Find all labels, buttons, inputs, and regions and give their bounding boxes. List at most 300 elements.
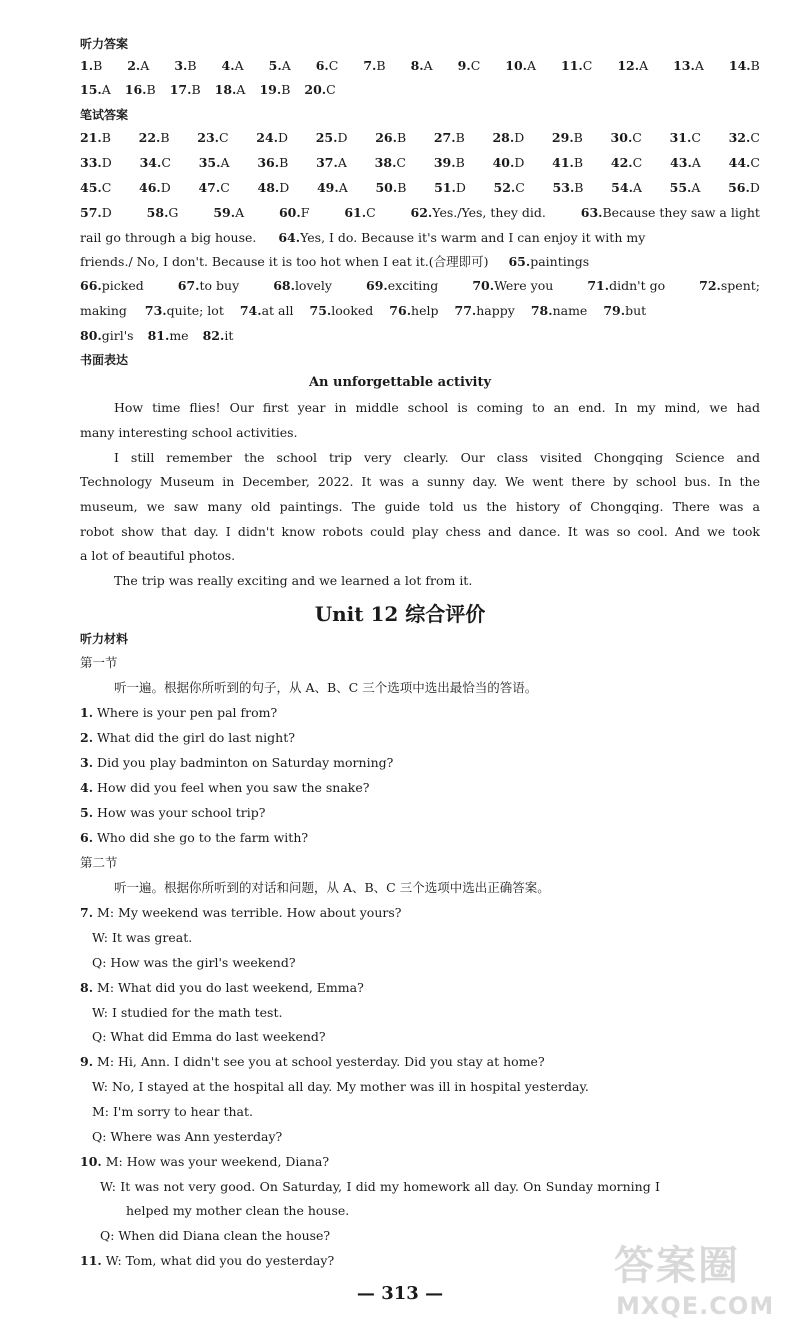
answer-number: 21. <box>80 130 102 145</box>
answer-value: Were you <box>494 278 554 293</box>
question-1 <box>80 705 760 721</box>
answer-item <box>148 328 189 344</box>
answer-item <box>240 303 294 319</box>
question-2 <box>80 730 760 746</box>
answer-value: C <box>582 58 593 73</box>
answer-item <box>493 155 525 171</box>
written-answers-line-5 <box>80 230 760 246</box>
answer-item <box>375 155 406 171</box>
dialogue-10-line-1 <box>80 1154 760 1170</box>
dialogue-number: 7. <box>80 905 94 920</box>
answer-value: A <box>639 58 649 73</box>
dialogue-text: W: Tom, what did you do yesterday? <box>105 1253 335 1268</box>
answer-item <box>411 205 546 221</box>
answer-value: D <box>101 155 112 170</box>
answer-item <box>729 130 760 146</box>
answer-item <box>552 130 583 146</box>
answer-item <box>80 130 111 146</box>
answer-number: 13. <box>673 58 695 73</box>
answer-number: 34. <box>139 155 162 170</box>
answer-value: B <box>396 130 407 145</box>
answer-value: B <box>160 130 170 145</box>
answer-number: 55. <box>669 180 692 195</box>
answer-number: 28. <box>492 130 515 145</box>
question-text: How was your school trip? <box>97 805 266 820</box>
written-answers-line-7 <box>80 278 760 294</box>
answer-item <box>728 180 760 196</box>
answer-item <box>139 130 170 146</box>
answer-item <box>145 303 224 319</box>
answer-number: 46. <box>139 180 161 195</box>
answer-item <box>729 155 760 171</box>
answer-item <box>259 82 290 98</box>
answer-item <box>611 155 642 171</box>
answer-value: lovely <box>294 278 332 293</box>
written-answers-line-1 <box>80 130 760 146</box>
answer-item <box>222 58 244 74</box>
answer-number: 41. <box>552 155 574 170</box>
answer-number: 20. <box>304 82 327 97</box>
section-2-instruction: 听一遍。根据你所听到的对话和问题，从 A、B、C 三个选项中选出正确答案。 <box>114 880 550 895</box>
answer-number: 32. <box>728 130 751 145</box>
answer-number: 59. <box>213 205 236 220</box>
page-number-dash-left: — <box>356 1283 375 1304</box>
answer-value: B <box>187 58 197 73</box>
answer-number: 4. <box>221 58 235 73</box>
answer-value: me <box>169 328 189 343</box>
answer-value: D <box>160 180 171 195</box>
answer-number: 16. <box>124 82 147 97</box>
answer-number: 22. <box>138 130 161 145</box>
answer-value: C <box>161 155 171 170</box>
answer-number: 63. <box>580 205 603 220</box>
answer-number: 10. <box>505 58 528 73</box>
answer-number: 35. <box>198 155 221 170</box>
answer-value: B <box>455 155 465 170</box>
dialogue-text: M: How was your weekend, Diana? <box>105 1154 330 1169</box>
listening-answers-line-1 <box>80 58 760 74</box>
essay-line-1: How time flies! Our first year in middle school is coming to an end. In my mind, we had <box>114 400 760 415</box>
answer-item <box>203 328 234 344</box>
answer-value: D <box>101 205 112 220</box>
answer-value: A <box>338 180 348 195</box>
answer-item <box>316 130 348 146</box>
answer-number: 74. <box>239 303 262 318</box>
answer-value: C <box>366 205 376 220</box>
answer-value: D <box>337 130 348 145</box>
answer-number: 52. <box>493 180 516 195</box>
answer-number: 51. <box>434 180 456 195</box>
answer-value: name <box>552 303 588 318</box>
answer-number: 2. <box>127 58 141 73</box>
answer-value: to buy <box>199 278 240 293</box>
answer-item <box>729 58 760 74</box>
dialogue-10-line-4: Q: When did Diana clean the house? <box>100 1228 331 1243</box>
listening-material-heading: 听力材料 <box>80 632 129 646</box>
answer-number: 81. <box>147 328 170 343</box>
answer-item <box>587 278 665 294</box>
dialogue-10-line-3: helped my mother clean the house. <box>126 1203 350 1218</box>
essay-line-7: a lot of beautiful photos. <box>80 548 236 563</box>
dialogue-7-line-1 <box>80 905 760 921</box>
answer-item <box>670 180 701 196</box>
answer-value: C <box>326 82 336 97</box>
answer-number: 40. <box>492 155 515 170</box>
written-answers-line-6-text: friends./ No, I don't. Because it is too hot when I eat it.(合理即可) <box>80 254 489 269</box>
answer-value: it <box>224 328 234 343</box>
answer-item <box>256 130 288 146</box>
answer-item <box>670 155 701 171</box>
answer-value: F <box>300 205 310 220</box>
answer-number: 61. <box>344 205 367 220</box>
answer-value: A <box>691 155 701 170</box>
written-answers-line-8-items <box>145 303 646 318</box>
dialogue-number: 8. <box>80 980 94 995</box>
dialogue-number: 9. <box>80 1054 94 1069</box>
answer-item <box>80 180 111 196</box>
answer-value: A <box>140 58 150 73</box>
answer-value: A <box>423 58 433 73</box>
answer-value: D <box>514 155 525 170</box>
watermark-logo <box>610 1234 786 1326</box>
answer-number: 80. <box>80 328 102 343</box>
answer-item <box>344 205 375 221</box>
answer-value: C <box>632 155 643 170</box>
answer-number: 27. <box>433 130 456 145</box>
answer-number: 66. <box>80 278 102 293</box>
answer-item <box>455 303 515 319</box>
answer-number: 67. <box>177 278 200 293</box>
answer-number: 39. <box>433 155 456 170</box>
answer-item <box>508 254 589 270</box>
answer-item <box>80 82 111 98</box>
answer-item <box>80 328 134 344</box>
section-2-label: 第二节 <box>80 855 118 870</box>
answer-number: 18. <box>214 82 237 97</box>
answer-value: C <box>691 130 701 145</box>
answer-value: A <box>235 205 245 220</box>
answer-item <box>278 230 645 246</box>
answer-number: 71. <box>587 278 610 293</box>
answer-value: help <box>411 303 439 318</box>
answer-item <box>389 303 438 319</box>
answer-number: 33. <box>80 155 102 170</box>
question-number: 5. <box>80 805 94 820</box>
answer-value: B <box>574 180 584 195</box>
dialogue-8-line-2: W: I studied for the math test. <box>92 1005 283 1020</box>
answer-value: C <box>219 130 229 145</box>
answer-value: Because they saw a light <box>602 205 760 220</box>
written-answers-line-6 <box>80 254 760 270</box>
answer-item <box>434 155 465 171</box>
dialogue-text: M: My weekend was terrible. How about yours? <box>97 905 402 920</box>
answer-item <box>213 205 244 221</box>
writing-heading: 书面表达 <box>80 353 129 367</box>
written-answers-line-8-text: making <box>80 303 127 318</box>
written-answers-line-2 <box>80 155 760 171</box>
answer-value: D <box>455 180 466 195</box>
answer-number: 42. <box>610 155 633 170</box>
answer-item <box>80 278 144 294</box>
answer-number: 26. <box>375 130 397 145</box>
answer-number: 44. <box>728 155 751 170</box>
answer-item <box>553 180 584 196</box>
answer-item <box>258 180 290 196</box>
essay-line-3: I still remember the school trip very clearly. Our class visited Chongqing Science and <box>114 450 760 465</box>
answer-item <box>375 130 406 146</box>
answer-value: C <box>328 58 339 73</box>
answer-number: 64. <box>278 230 301 245</box>
answer-value: spent; <box>720 278 760 293</box>
dialogue-8-line-3: Q: What did Emma do last weekend? <box>92 1029 326 1044</box>
answer-value: A <box>337 155 347 170</box>
answer-number: 60. <box>278 205 301 220</box>
answer-number: 25. <box>315 130 338 145</box>
answer-item <box>561 58 592 74</box>
answer-item <box>552 155 583 171</box>
unit-title: Unit 12 综合评价 <box>314 602 486 626</box>
dialogue-9-line-2: W: No, I stayed at the hospital all day. My mother was ill in hospital yesterday. <box>92 1079 589 1094</box>
written-answers-line-4 <box>80 205 760 221</box>
answer-number: 7. <box>363 58 377 73</box>
answer-value: quite; lot <box>166 303 224 318</box>
answer-value: D <box>749 180 760 195</box>
answer-item <box>198 180 229 196</box>
answer-value: C <box>750 155 760 170</box>
answer-item <box>80 155 112 171</box>
answer-item <box>304 82 335 98</box>
listening-answers-line-2 <box>80 82 760 98</box>
essay-line-8: The trip was really exciting and we learned a lot from it. <box>114 573 473 588</box>
answer-value: didn't go <box>609 278 666 293</box>
answer-item <box>492 130 524 146</box>
dialogue-9-line-4: Q: Where was Ann yesterday? <box>92 1129 283 1144</box>
answer-value: A <box>236 82 246 97</box>
answer-value: D <box>278 130 289 145</box>
answer-number: 58. <box>146 205 169 220</box>
answer-item <box>125 82 156 98</box>
answer-item <box>199 155 230 171</box>
answer-number: 49. <box>316 180 339 195</box>
answer-number: 79. <box>603 303 626 318</box>
answer-number: 45. <box>80 180 102 195</box>
answer-item <box>531 303 588 319</box>
answer-item <box>375 180 406 196</box>
answer-number: 5. <box>268 58 282 73</box>
answer-item <box>434 130 465 146</box>
answer-number: 9. <box>457 58 471 73</box>
answer-number: 50. <box>375 180 398 195</box>
answer-number: 29. <box>551 130 574 145</box>
answer-value: C <box>220 180 230 195</box>
answer-item <box>178 278 239 294</box>
answer-item <box>505 58 536 74</box>
question-text: Where is your pen pal from? <box>97 705 278 720</box>
answer-number: 68. <box>273 278 295 293</box>
answer-item <box>317 180 348 196</box>
essay-line-2: many interesting school activities. <box>80 425 298 440</box>
question-text: What did the girl do last night? <box>97 730 295 745</box>
answer-item <box>581 205 760 221</box>
answer-item <box>147 205 179 221</box>
dialogue-number: 10. <box>80 1154 102 1169</box>
listening-answers-heading: 听力答案 <box>80 37 129 51</box>
question-4 <box>80 780 760 796</box>
answer-number: 57. <box>80 205 102 220</box>
answer-item <box>197 130 228 146</box>
answer-number: 14. <box>728 58 751 73</box>
answer-item <box>673 58 704 74</box>
answer-number: 15. <box>80 82 102 97</box>
answer-value: looked <box>331 303 374 318</box>
written-answers-line-9 <box>80 328 760 344</box>
answer-number: 73. <box>144 303 167 318</box>
answer-item <box>139 180 171 196</box>
answer-item <box>699 278 760 294</box>
answer-item <box>273 278 332 294</box>
answer-value: C <box>470 58 481 73</box>
answer-item <box>140 155 171 171</box>
answer-number: 62. <box>410 205 433 220</box>
watermark-text: 答案圈 <box>614 1243 740 1289</box>
answer-item <box>80 58 102 74</box>
answer-value: B <box>93 58 103 73</box>
answer-number: 23. <box>197 130 219 145</box>
answer-value: B <box>376 58 386 73</box>
answer-number: 37. <box>316 155 338 170</box>
dialogue-8-line-1 <box>80 980 760 996</box>
answer-number: 47. <box>198 180 221 195</box>
question-5 <box>80 805 760 821</box>
answer-value: paintings <box>530 254 590 269</box>
answer-number: 6. <box>315 58 329 73</box>
page-number-value: 313 <box>381 1283 419 1304</box>
answer-item <box>458 58 481 74</box>
answer-value: G <box>168 205 179 220</box>
answer-item <box>611 180 642 196</box>
answer-value: A <box>527 58 537 73</box>
answer-value: B <box>573 130 583 145</box>
essay-line-5: museum, we saw many old paintings. The guide told us the history of Chongqing. There was a <box>80 499 760 514</box>
answer-number: 75. <box>309 303 332 318</box>
answer-number: 54. <box>611 180 633 195</box>
answer-value: D <box>279 180 290 195</box>
dialogue-9-line-3: M: I'm sorry to hear that. <box>92 1104 254 1119</box>
question-text: Who did she go to the farm with? <box>97 830 309 845</box>
answer-item <box>316 58 339 74</box>
answer-value: but <box>625 303 647 318</box>
answer-number: 70. <box>472 278 495 293</box>
answer-value: C <box>396 155 406 170</box>
answer-item <box>472 278 553 294</box>
answer-number: 38. <box>374 155 397 170</box>
answer-number: 1. <box>80 58 94 73</box>
answer-value: B <box>101 130 111 145</box>
essay-line-6: robot show that day. I didn't know robots could play chess and dance. It was so cool. And we took <box>80 524 760 539</box>
dialogue-text: M: Hi, Ann. I didn't see you at school yesterday. Did you stay at home? <box>97 1054 545 1069</box>
answer-item <box>279 205 309 221</box>
written-answers-line-6-items <box>508 254 589 269</box>
dialogue-text: M: What did you do last weekend, Emma? <box>97 980 364 995</box>
written-answers-line-3 <box>80 180 760 196</box>
answer-number: 48. <box>257 180 280 195</box>
answer-value: at all <box>261 303 294 318</box>
answer-value: picked <box>101 278 144 293</box>
answer-value: B <box>191 82 201 97</box>
written-answers-heading: 笔试答案 <box>80 108 129 122</box>
answer-number: 82. <box>202 328 225 343</box>
answer-number: 56. <box>728 180 750 195</box>
answer-item <box>174 58 196 74</box>
answer-item <box>257 155 288 171</box>
answer-number: 30. <box>610 130 633 145</box>
answer-value: A <box>691 180 701 195</box>
answer-value: girl's <box>101 328 134 343</box>
question-6 <box>80 830 760 846</box>
answer-number: 11. <box>561 58 583 73</box>
answer-value: happy <box>476 303 515 318</box>
answer-item <box>170 82 201 98</box>
answer-number: 53. <box>552 180 575 195</box>
answer-value: Yes, I do. Because it's warm and I can enjoy it with my <box>300 230 646 245</box>
page-number-dash-right: — <box>425 1283 444 1304</box>
answer-number: 24. <box>256 130 279 145</box>
answer-value: B <box>397 180 407 195</box>
question-text: Did you play badminton on Saturday morning? <box>97 755 394 770</box>
answer-item <box>494 180 525 196</box>
answer-item <box>434 180 466 196</box>
answer-value: exciting <box>387 278 439 293</box>
answer-number: 78. <box>530 303 553 318</box>
question-3 <box>80 755 760 771</box>
answer-number: 72. <box>699 278 721 293</box>
answer-number: 3. <box>174 58 188 73</box>
answer-number: 8. <box>410 58 424 73</box>
answer-value: D <box>514 130 525 145</box>
answer-value: C <box>515 180 525 195</box>
answer-item <box>310 303 374 319</box>
dialogue-number: 11. <box>80 1253 102 1268</box>
written-answers-line-8 <box>80 303 760 319</box>
answer-item <box>215 82 246 98</box>
answer-number: 19. <box>259 82 282 97</box>
answer-value: A <box>220 155 230 170</box>
answer-number: 31. <box>669 130 692 145</box>
essay-line-4: Technology Museum in December, 2022. It was a sunny day. We went there by school bus. In the <box>80 474 760 489</box>
answer-value: A <box>101 82 111 97</box>
section-1-instruction: 听一遍。根据你所听到的句子，从 A、B、C 三个选项中选出最恰当的答语。 <box>114 680 538 695</box>
answer-value: A <box>694 58 704 73</box>
dialogue-7-line-3: Q: How was the girl's weekend? <box>92 955 296 970</box>
answer-value: A <box>281 58 291 73</box>
answer-value: A <box>632 180 642 195</box>
answer-item <box>411 58 433 74</box>
question-number: 2. <box>80 730 94 745</box>
answer-number: 43. <box>670 155 692 170</box>
answer-number: 76. <box>389 303 412 318</box>
answer-number: 12. <box>617 58 640 73</box>
answer-value: B <box>573 155 584 170</box>
answer-item <box>363 58 385 74</box>
answer-item <box>670 130 701 146</box>
dialogue-10-line-2: W: It was not very good. On Saturday, I did my homework all day. On Sunday morning I <box>100 1179 660 1194</box>
answer-value: C <box>101 180 112 195</box>
answer-value: B <box>146 82 156 97</box>
answer-number: 77. <box>454 303 477 318</box>
answer-number: 65. <box>508 254 531 269</box>
question-number: 6. <box>80 830 94 845</box>
answer-item <box>366 278 438 294</box>
